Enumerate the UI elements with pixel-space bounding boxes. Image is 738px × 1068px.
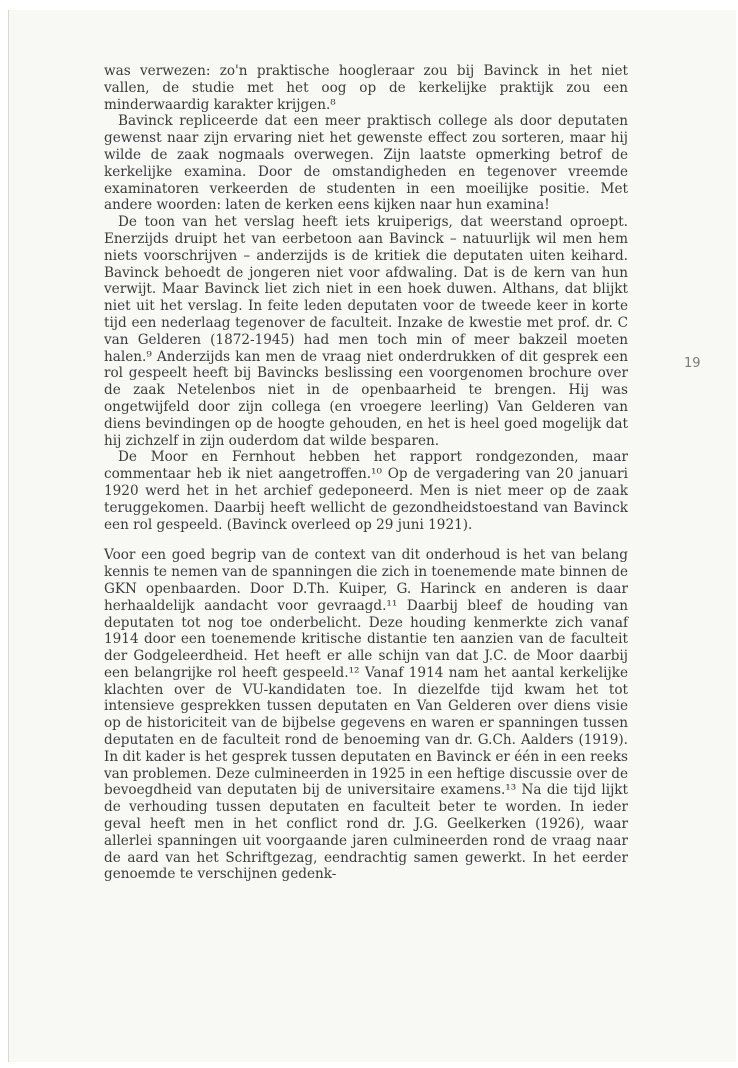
paragraph: was verwezen: zo'n praktische hoogleraar zou bij Bavinck in het niet vallen, de studie met het oog op de kerkelijke praktijk zou een minderwaardig karakter krijgen.⁸ [104,63,628,113]
paragraph: Voor een goed begrip van de context van dit onderhoud is het van belang kennis te nemen van de spanningen die zich in toenemende mate binnen de GKN openbaarden. Door D.Th. Kuiper, G. Harinck en anderen is daar herhaaldelijk aandacht voor gevraagd.¹¹ Daarbij bleef de houding van deputaten tot nog toe onderbelicht. Deze houding kenmerkte zich vanaf 1914 door een toenemende kritische distantie ten aanzien van de faculteit der Godgeleerdheid. Het heeft er alle schijn van dat J.C. de Moor daarbij een belangrijke rol heeft gespeeld.¹² Vanaf 1914 nam het aantal kerkelijke klachten over de VU-kandidaten toe. In diezelfde tijd kwam het tot intensieve gesprekken tussen deputaten en Van Gelderen over diens visie op de historiciteit van de bijbelse gegevens en waren er spanningen tussen deputaten en de faculteit rond de benoeming van dr. G.Ch. Aalders (1919). In dit kader is het gesprek tussen deputaten en Bavinck er één in een reeks van problemen. Deze culmineerden in 1925 in een heftige discussie over de bevoegdheid van deputaten bij de universitaire examens.¹³ Na die tijd lijkt de verhouding tussen deputaten en faculteit beter te worden. In ieder geval heeft men in het conflict rond dr. J.G. Geelkerken (1926), waar allerlei spanningen uit voorgaande jaren culmineerden rond de vraag naar de aard van het Schriftgezag, eendrachtig samen gewerkt. In het eerder genoemde te verschijnen gedenk- [104,547,628,883]
page-edge [8,10,9,1062]
paragraph: Bavinck repliceerde dat een meer praktisch college als door deputaten gewenst naar zijn ervaring niet het gewenste effect zou sorteren, maar hij wilde de zaak nogmaals overwegen. Zijn laatste opmerking betrof de kerkelijke examina. Door de omstandigheden en tegenover vreemde examinatoren verkeerden de studenten in een moeilijke positie. Met andere woorden: laten de kerken eens kijken naar hun examina! [104,113,628,214]
body-text [104,63,628,883]
paragraph: De toon van het verslag heeft iets kruiperigs, dat weerstand oproept. Enerzijds druipt het van eerbetoon aan Bavinck – natuurlijk wil men hem niets voorschrijven – anderzijds is de kritiek die deputaten uiten keihard. Bavinck behoedt de jongeren niet voor afdwaling. Dat is de kern van hun verwijt. Maar Bavinck liet zich niet in een hoek duwen. Althans, dat blijkt niet uit het verslag. In feite leden deputaten voor de tweede keer in korte tijd een nederlaag tegenover de faculteit. Inzake de kwestie met prof. dr. C van Gelderen (1872-1945) had men toch min of meer bakzeil moeten halen.⁹ Anderzijds kan men de vraag niet onderdrukken of dit gesprek een rol gespeelt heeft bij Bavincks beslissing een voorgenomen brochure over de zaak Netelenbos niet in de openbaarheid te brengen. Hij was ongetwijfeld door zijn collega (en vroegere leerling) Van Gelderen van diens bevindingen op de hoogte gehouden, en het is heel goed mogelijk dat hij zichzelf in zijn ouderdom dat wilde besparen. [104,214,628,449]
paragraph: De Moor en Fernhout hebben het rapport rondgezonden, maar commentaar heb ik niet aangetroffen.¹⁰ Op de vergadering van 20 januari 1920 werd het in het archief gedeponeerd. Men is niet meer op de zaak teruggekomen. Daarbij heeft wellicht de gezondheidstoestand van Bavinck een rol gespeeld. (Bavinck overleed op 29 juni 1921). [104,449,628,533]
section-break [104,533,628,547]
page-number: 19 [684,356,701,371]
